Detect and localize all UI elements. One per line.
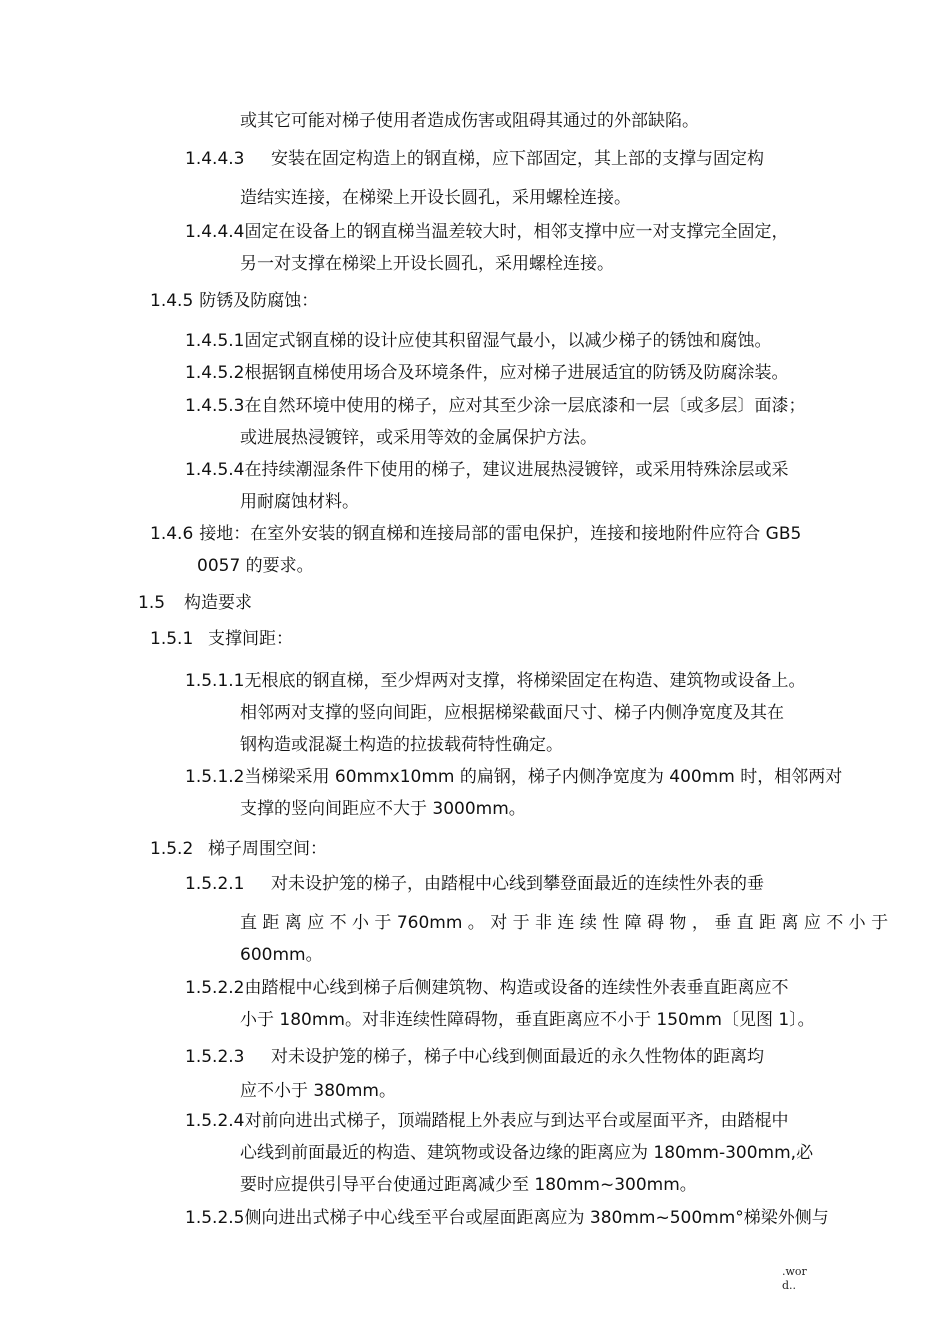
line-text: 支撑间距： xyxy=(208,629,293,649)
text-line xyxy=(197,555,314,577)
line-text: 当梯梁采用 60mmx10mm 的扁钢，梯子内侧净宽度为 400mm 时，相邻两对 xyxy=(244,767,843,787)
text-line xyxy=(240,187,631,209)
text-line xyxy=(240,944,323,966)
section-number: 1.4.6 xyxy=(150,524,194,544)
line-text: 造结实连接，在梯梁上开设长圆孔，采用螺栓连接。 xyxy=(240,188,631,208)
text-line xyxy=(240,1142,813,1164)
line-text: 根据钢直梯使用场合及环境条件，应对梯子进展适宜的防锈及防腐涂装。 xyxy=(244,363,789,383)
line-text: 无根底的钢直梯，至少焊两对支撑，将梯梁固定在构造、建筑物或设备上。 xyxy=(244,671,806,691)
line-text: 由踏棍中心线到梯子后侧建筑物、构造或设备的连续性外表垂直距离应不 xyxy=(244,978,789,998)
page-footer xyxy=(782,1265,807,1293)
section-number: 1.4.5.3 xyxy=(185,396,245,416)
section-number: 1.4.5.2 xyxy=(185,363,245,383)
line-text: 小于 180mm。对非连续性障碍物，垂直距离应不小于 150mm〔见图 1〕。 xyxy=(240,1010,815,1030)
text-line xyxy=(185,148,764,170)
section-number: 1.4.5 xyxy=(150,291,194,311)
line-text: 0057 的要求。 xyxy=(197,556,314,576)
text-line xyxy=(185,766,842,788)
section-number: 1.5.1 xyxy=(150,629,194,649)
section-number: 1.5.1.2 xyxy=(185,767,245,787)
text-line xyxy=(150,523,801,545)
line-text: 安装在固定构造上的钢直梯，应下部固定，其上部的支撑与固定构 xyxy=(271,149,764,169)
text-line xyxy=(185,1110,788,1132)
line-text: 600mm。 xyxy=(240,945,323,965)
text-line xyxy=(240,798,526,820)
line-text: 接地：在室外安装的钢直梯和连接局部的雷电保护，连接和接地附件应符合 GB5 xyxy=(199,524,802,544)
section-number: 1.5.2.4 xyxy=(185,1111,245,1131)
line-text: 应不小于 380mm。 xyxy=(240,1081,396,1101)
text-line xyxy=(185,221,788,243)
line-text: 侧向进出式梯子中心线至平台或屋面距离应为 380mm~500mm°梯梁外侧与 xyxy=(244,1208,829,1228)
section-number: 1.5.2.3 xyxy=(185,1047,245,1067)
section-number: 1.5.2.2 xyxy=(185,978,245,998)
section-number: 1.5.2 xyxy=(150,839,194,859)
line-text: 用耐腐蚀材料。 xyxy=(240,492,359,512)
section-number: 1.5 xyxy=(138,593,166,613)
line-text: 防锈及防腐蚀： xyxy=(199,291,319,311)
text-line xyxy=(240,110,699,132)
text-line xyxy=(240,1009,815,1031)
footer-line-1: .wor xyxy=(782,1265,807,1278)
line-text: 支撑的竖向间距应不大于 3000mm。 xyxy=(240,799,526,819)
text-line xyxy=(240,702,784,724)
section-number: 1.4.5.4 xyxy=(185,460,245,480)
line-text: 或其它可能对梯子使用者造成伤害或阻碍其通过的外部缺陷。 xyxy=(240,111,699,131)
text-line xyxy=(185,395,805,417)
text-line xyxy=(240,734,563,756)
line-text: 梯子周围空间： xyxy=(208,839,327,859)
line-text: 在持续潮湿条件下使用的梯子，建议进展热浸镀锌，或采用特殊涂层或采 xyxy=(244,460,789,480)
section-number: 1.5.2.1 xyxy=(185,874,245,894)
line-text: 心线到前面最近的构造、建筑物或设备边缘的距离应为 180mm-300mm,必 xyxy=(240,1143,814,1163)
text-line xyxy=(240,912,888,934)
text-line xyxy=(150,838,327,860)
section-number: 1.5.1.1 xyxy=(185,671,245,691)
text-line xyxy=(150,290,318,312)
line-text: 直 距 离 应 不 小 于 760mm 。 对 于 非 连 续 性 障 碍 物 ， 垂 直 距 离 应 不 小 于 xyxy=(240,913,889,933)
section-number: 1.4.4.3 xyxy=(185,149,245,169)
text-line xyxy=(150,628,293,650)
text-line xyxy=(185,670,805,692)
text-line xyxy=(185,1046,764,1068)
line-text: 要时应提供引导平台使通过距离减少至 180mm~300mm。 xyxy=(240,1175,697,1195)
line-text: 对前向进出式梯子，顶端踏棍上外表应与到达平台或屋面平齐，由踏棍中 xyxy=(244,1111,789,1131)
line-text: 钢构造或混凝土构造的拉拔载荷特性确定。 xyxy=(240,735,563,755)
section-number: 1.4.5.1 xyxy=(185,331,245,351)
section-number: 1.4.4.4 xyxy=(185,222,245,242)
text-line xyxy=(138,592,252,614)
text-line xyxy=(185,977,788,999)
line-text: 相邻两对支撑的竖向间距，应根据梯梁截面尺寸、梯子内侧净宽度及其在 xyxy=(240,703,784,723)
line-text: 或进展热浸镀锌，或采用等效的金属保护方法。 xyxy=(240,428,597,448)
text-line xyxy=(185,1207,829,1229)
line-text: 另一对支撑在梯梁上开设长圆孔，采用螺栓连接。 xyxy=(240,254,614,274)
text-line xyxy=(185,873,764,895)
line-text: 对未设护笼的梯子，由踏棍中心线到攀登面最近的连续性外表的垂 xyxy=(271,874,764,894)
text-line xyxy=(240,253,614,275)
text-line xyxy=(240,1080,396,1102)
text-line xyxy=(185,459,788,481)
text-line xyxy=(185,330,771,352)
line-text: 对未设护笼的梯子，梯子中心线到侧面最近的永久性物体的距离均 xyxy=(271,1047,764,1067)
line-text: 固定在设备上的钢直梯当温差较大时，相邻支撑中应一对支撑完全固定， xyxy=(244,222,789,242)
text-line xyxy=(240,1174,697,1196)
line-text: 构造要求 xyxy=(184,593,252,613)
footer-line-2: d.. xyxy=(782,1279,797,1292)
section-number: 1.5.2.5 xyxy=(185,1208,245,1228)
line-text: 在自然环境中使用的梯子，应对其至少涂一层底漆和一层〔或多层〕面漆； xyxy=(244,396,806,416)
text-line xyxy=(185,362,788,384)
text-line xyxy=(240,427,597,449)
text-line xyxy=(240,491,359,513)
line-text: 固定式钢直梯的设计应使其积留湿气最小，以减少梯子的锈蚀和腐蚀。 xyxy=(244,331,772,351)
